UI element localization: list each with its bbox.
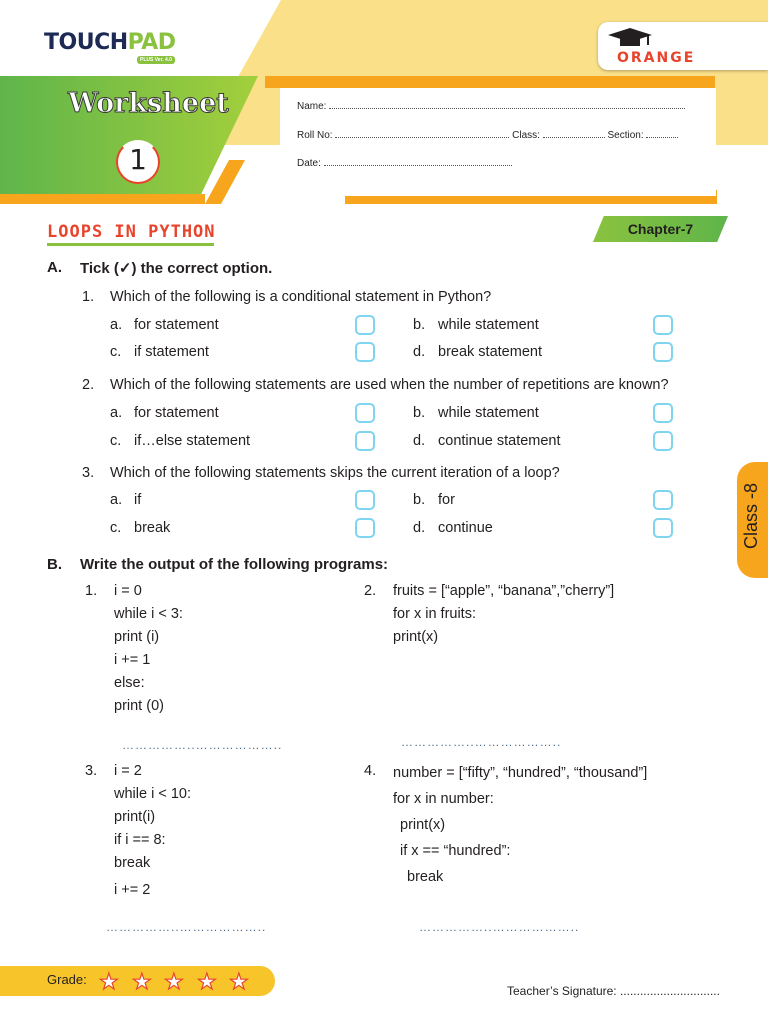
date-field[interactable] <box>324 157 512 166</box>
star-icon[interactable]: ★ <box>164 969 184 994</box>
option-letter: d. <box>413 433 426 449</box>
answer-line[interactable]: ……………..……………….. <box>122 738 283 752</box>
grade-label: Grade: <box>47 972 87 987</box>
question-number: 2. <box>82 377 95 393</box>
code-line: else: <box>114 675 145 691</box>
section-field[interactable] <box>646 129 678 138</box>
option-text: for statement <box>134 317 219 333</box>
star-icon[interactable]: ★ <box>132 969 152 994</box>
option-letter: a. <box>110 405 123 421</box>
code-line: break <box>407 869 444 885</box>
code-line: if i == 8: <box>114 832 166 848</box>
code-line: i += 2 <box>114 882 151 898</box>
option-checkbox[interactable] <box>355 518 375 538</box>
date-label: Date: <box>297 158 321 169</box>
option-text: continue <box>438 520 493 536</box>
worksheet-title: Worksheet <box>68 88 229 119</box>
code-line: print (0) <box>114 698 164 714</box>
question-text: Which of the following statements skips the current iteration of a loop? <box>110 465 560 481</box>
answer-line[interactable]: ……………..……………….. <box>401 735 562 749</box>
code-line: print(i) <box>114 809 156 825</box>
code-line: for x in number: <box>393 791 494 807</box>
class-field[interactable] <box>543 129 605 138</box>
option-checkbox[interactable] <box>355 342 375 362</box>
code-line: while i < 10: <box>114 786 191 802</box>
option-text: while statement <box>438 405 539 421</box>
code-line: print(x) <box>400 817 446 833</box>
option-text: if <box>134 492 142 508</box>
class-label: Class -8 <box>741 482 761 549</box>
option-checkbox[interactable] <box>653 431 673 451</box>
program-code <box>393 760 647 890</box>
star-icon[interactable]: ★ <box>229 969 249 994</box>
section-a-label: A. <box>47 259 62 276</box>
answer-line[interactable]: ……………..……………….. <box>419 920 580 934</box>
question-number: 3. <box>82 465 95 481</box>
option-text: if…else statement <box>134 433 251 449</box>
option-letter: c. <box>110 433 122 449</box>
code-line: for x in fruits: <box>393 606 476 622</box>
info-frame-top <box>265 76 715 88</box>
chapter-label: Chapter-7 <box>627 221 694 237</box>
code-line: print (i) <box>114 629 160 645</box>
option-letter: c. <box>110 520 122 536</box>
code-line: fruits = [“apple”, “banana”,”cherry”] <box>393 583 615 599</box>
program-number: 1. <box>85 583 98 599</box>
section-b-title: Write the output of the following programs: <box>80 556 389 573</box>
program-code <box>114 760 191 902</box>
code-line: while i < 3: <box>114 606 183 622</box>
option-checkbox[interactable] <box>653 518 673 538</box>
date-row <box>297 157 512 169</box>
graduation-cap-icon <box>608 28 652 50</box>
name-row <box>297 100 685 112</box>
code-line: print(x) <box>393 629 439 645</box>
option-text: if statement <box>134 344 209 360</box>
question-number: 1. <box>82 289 95 305</box>
option-checkbox[interactable] <box>653 315 673 335</box>
option-letter: c. <box>110 344 122 360</box>
question-text: Which of the following statements are used when the number of repetitions are known? <box>110 377 669 393</box>
option-checkbox[interactable] <box>355 490 375 510</box>
teacher-signature[interactable]: Teacher’s Signature: .............................. <box>507 984 720 998</box>
name-label: Name: <box>297 101 327 112</box>
rollno-field[interactable] <box>335 129 509 138</box>
program-code <box>114 580 183 718</box>
code-line: i += 1 <box>114 652 151 668</box>
option-text: for statement <box>134 405 219 421</box>
option-checkbox[interactable] <box>355 431 375 451</box>
code-line: i = 0 <box>114 583 142 599</box>
option-letter: b. <box>413 405 426 421</box>
option-text: continue statement <box>438 433 561 449</box>
answer-line[interactable]: ……………..……………….. <box>106 920 267 934</box>
option-checkbox[interactable] <box>355 403 375 423</box>
name-field[interactable] <box>329 100 685 109</box>
option-letter: b. <box>413 492 426 508</box>
topic-underline <box>47 243 214 246</box>
logo-version-badge: PLUS Ver. 4.0 <box>137 56 175 64</box>
option-checkbox[interactable] <box>653 342 673 362</box>
star-icon[interactable]: ★ <box>197 969 217 994</box>
logo-text-touch: TOUCH <box>44 30 128 55</box>
option-text: for <box>438 492 455 508</box>
code-line: break <box>114 855 151 871</box>
brand-name: ORANGE <box>617 50 696 66</box>
touchpad-logo <box>44 30 176 55</box>
option-letter: a. <box>110 317 123 333</box>
question-text: Which of the following is a conditional statement in Python? <box>110 289 492 305</box>
option-text: while statement <box>438 317 539 333</box>
code-line: i = 2 <box>114 763 142 779</box>
code-line: number = [“fifty”, “hundred”, “thousand”] <box>393 765 648 781</box>
class-label: Class: <box>512 130 540 141</box>
program-number: 2. <box>364 583 377 599</box>
option-checkbox[interactable] <box>653 403 673 423</box>
option-text: break statement <box>438 344 542 360</box>
rollno-label: Roll No: <box>297 130 333 141</box>
logo-text-pad: PAD <box>127 30 176 55</box>
code-line: if x == “hundred”: <box>400 843 511 859</box>
program-number: 4. <box>364 763 377 779</box>
section-label: Section: <box>607 130 644 141</box>
star-icon[interactable]: ★ <box>99 969 119 994</box>
option-text: break <box>134 520 171 536</box>
program-code <box>393 580 614 649</box>
option-letter: a. <box>110 492 123 508</box>
option-checkbox[interactable] <box>653 490 673 510</box>
option-letter: d. <box>413 344 426 360</box>
option-letter: d. <box>413 520 426 536</box>
worksheet-number: 1 <box>129 143 147 176</box>
section-a-title: Tick (✓) the correct option. <box>80 260 273 277</box>
banner-stripe <box>0 194 205 204</box>
option-letter: b. <box>413 317 426 333</box>
rollno-row <box>297 129 678 141</box>
section-b-label: B. <box>47 556 62 573</box>
option-checkbox[interactable] <box>355 315 375 335</box>
topic-title: LOOPS IN PYTHON <box>47 222 216 242</box>
program-number: 3. <box>85 763 98 779</box>
